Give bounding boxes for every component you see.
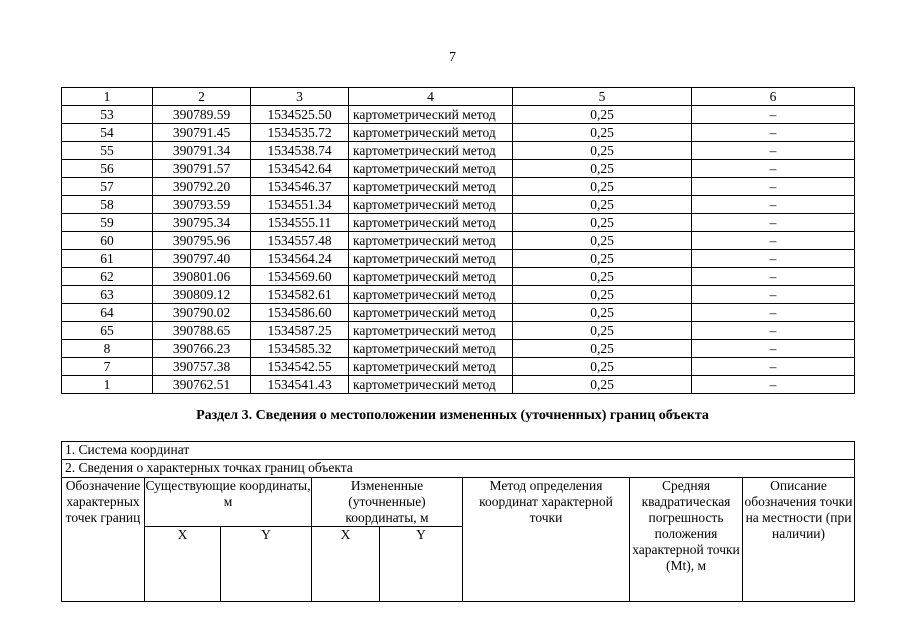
table-cell: 59 (62, 214, 153, 232)
table-cell: картометрический метод (349, 106, 513, 124)
table-cell: 390795.96 (153, 232, 251, 250)
table-cell: 390793.59 (153, 196, 251, 214)
table-cell: 1534542.55 (251, 358, 349, 376)
table-row (62, 142, 855, 160)
table-cell: 0,25 (513, 304, 692, 322)
table-cell: 390757.38 (153, 358, 251, 376)
table-cell: – (692, 232, 855, 250)
table-cell: 54 (62, 124, 153, 142)
table-cell: – (692, 178, 855, 196)
table-cell: 1534541.43 (251, 376, 349, 394)
table-cell: 8 (62, 340, 153, 358)
table-cell: 390766.23 (153, 340, 251, 358)
table-row (62, 196, 855, 214)
table-cell: – (692, 340, 855, 358)
table-cell: – (692, 214, 855, 232)
table-cell: 1534546.37 (251, 178, 349, 196)
table-row (62, 268, 855, 286)
table-cell: картометрический метод (349, 142, 513, 160)
table-cell: 0,25 (513, 232, 692, 250)
table-cell: 390791.57 (153, 160, 251, 178)
table-cell: 1534585.32 (251, 340, 349, 358)
table-cell: 56 (62, 160, 153, 178)
designation-header: Обозначение характерных точек границ (62, 478, 145, 602)
table-cell: 1 (62, 376, 153, 394)
table-cell: 0,25 (513, 376, 692, 394)
table-cell: 58 (62, 196, 153, 214)
table-cell: 390762.51 (153, 376, 251, 394)
table-cell: 0,25 (513, 106, 692, 124)
table-header-row (62, 88, 855, 106)
table-cell: 0,25 (513, 214, 692, 232)
table-row (62, 340, 855, 358)
table-cell: картометрический метод (349, 358, 513, 376)
table-cell: 1534557.48 (251, 232, 349, 250)
table-cell: картометрический метод (349, 160, 513, 178)
column-header: 6 (692, 88, 855, 106)
table-cell: – (692, 304, 855, 322)
coordinate-system-label: 1. Система координат (62, 442, 855, 460)
table-cell: картометрический метод (349, 178, 513, 196)
table-cell: 57 (62, 178, 153, 196)
table-cell: 390789.59 (153, 106, 251, 124)
table-cell: 1534569.60 (251, 268, 349, 286)
table-cell: 390795.34 (153, 214, 251, 232)
table-cell: картометрический метод (349, 214, 513, 232)
table-cell: 1534586.60 (251, 304, 349, 322)
table-row (62, 358, 855, 376)
description-header: Описание обозначения точки на местности (при наличии) (743, 478, 855, 602)
changed-boundaries-table (61, 441, 855, 602)
column-header: 1 (62, 88, 153, 106)
table-cell: 7 (62, 358, 153, 376)
table-cell: 53 (62, 106, 153, 124)
table-cell: 390790.02 (153, 304, 251, 322)
table-cell: 0,25 (513, 160, 692, 178)
table-cell: 0,25 (513, 142, 692, 160)
table-cell: 63 (62, 286, 153, 304)
table-row (62, 322, 855, 340)
table-cell: 0,25 (513, 322, 692, 340)
changed-coords-header: Измененные (уточненные) координаты, м (312, 478, 463, 527)
table-row (62, 304, 855, 322)
table-cell: картометрический метод (349, 340, 513, 358)
table-cell: 390792.20 (153, 178, 251, 196)
table-cell: 390809.12 (153, 286, 251, 304)
table-cell: 1534525.50 (251, 106, 349, 124)
table-cell: картометрический метод (349, 304, 513, 322)
table-cell: 390797.40 (153, 250, 251, 268)
table-row (62, 286, 855, 304)
column-header: 3 (251, 88, 349, 106)
table-cell: 390801.06 (153, 268, 251, 286)
table-cell: 390791.45 (153, 124, 251, 142)
table-cell: 1534538.74 (251, 142, 349, 160)
table-row (62, 214, 855, 232)
table-row (62, 178, 855, 196)
table-cell: 1534582.61 (251, 286, 349, 304)
table-cell: – (692, 322, 855, 340)
table-cell: 0,25 (513, 178, 692, 196)
table-cell: 55 (62, 142, 153, 160)
table-cell: картометрический метод (349, 322, 513, 340)
table-cell: картометрический метод (349, 250, 513, 268)
table-cell: – (692, 142, 855, 160)
table-cell: 0,25 (513, 196, 692, 214)
table-cell: – (692, 196, 855, 214)
table-cell: 0,25 (513, 286, 692, 304)
table-cell: 60 (62, 232, 153, 250)
points-info-label: 2. Сведения о характерных точках границ объекта (62, 460, 855, 478)
table-row (62, 232, 855, 250)
changed-x-header: X (312, 527, 380, 602)
table-cell: – (692, 124, 855, 142)
table-cell: 61 (62, 250, 153, 268)
column-header: 4 (349, 88, 513, 106)
error-header: Средняя квадратическая погрешность положения характерной точки (Mt), м (630, 478, 743, 602)
table-cell: 1534551.34 (251, 196, 349, 214)
existing-x-header: X (145, 527, 221, 602)
table-row (62, 376, 855, 394)
table-cell: – (692, 250, 855, 268)
column-header: 2 (153, 88, 251, 106)
existing-coords-header: Существующие координаты, м (145, 478, 312, 527)
table-cell: картометрический метод (349, 124, 513, 142)
table-row (62, 250, 855, 268)
table-cell: 0,25 (513, 124, 692, 142)
table-cell: 0,25 (513, 268, 692, 286)
table-cell: 1534555.11 (251, 214, 349, 232)
table-cell: картометрический метод (349, 268, 513, 286)
section-title: Раздел 3. Сведения о местоположении измененных (уточненных) границ объекта (196, 408, 709, 423)
table-cell: 1534564.24 (251, 250, 349, 268)
page-number: 7 (449, 50, 456, 65)
table-row (62, 160, 855, 178)
table-cell: 390788.65 (153, 322, 251, 340)
table-cell: 1534542.64 (251, 160, 349, 178)
table-cell: 0,25 (513, 340, 692, 358)
table-cell: картометрический метод (349, 232, 513, 250)
existing-y-header: Y (221, 527, 312, 602)
method-header: Метод определения координат характерной точки (463, 478, 630, 602)
table-cell: – (692, 268, 855, 286)
table-cell: – (692, 286, 855, 304)
table-cell: 65 (62, 322, 153, 340)
table-cell: 0,25 (513, 250, 692, 268)
table-cell: 1534535.72 (251, 124, 349, 142)
table-row (62, 106, 855, 124)
table-cell: картометрический метод (349, 196, 513, 214)
table-cell: 64 (62, 304, 153, 322)
table-cell: 0,25 (513, 358, 692, 376)
table-cell: картометрический метод (349, 286, 513, 304)
table-cell: – (692, 106, 855, 124)
column-header: 5 (513, 88, 692, 106)
table-cell: картометрический метод (349, 376, 513, 394)
table-cell: – (692, 358, 855, 376)
points-table (61, 87, 855, 394)
table-cell: 1534587.25 (251, 322, 349, 340)
table-cell: – (692, 376, 855, 394)
changed-y-header: Y (380, 527, 463, 602)
table-cell: – (692, 160, 855, 178)
table-row (62, 124, 855, 142)
table-cell: 62 (62, 268, 153, 286)
table-cell: 390791.34 (153, 142, 251, 160)
